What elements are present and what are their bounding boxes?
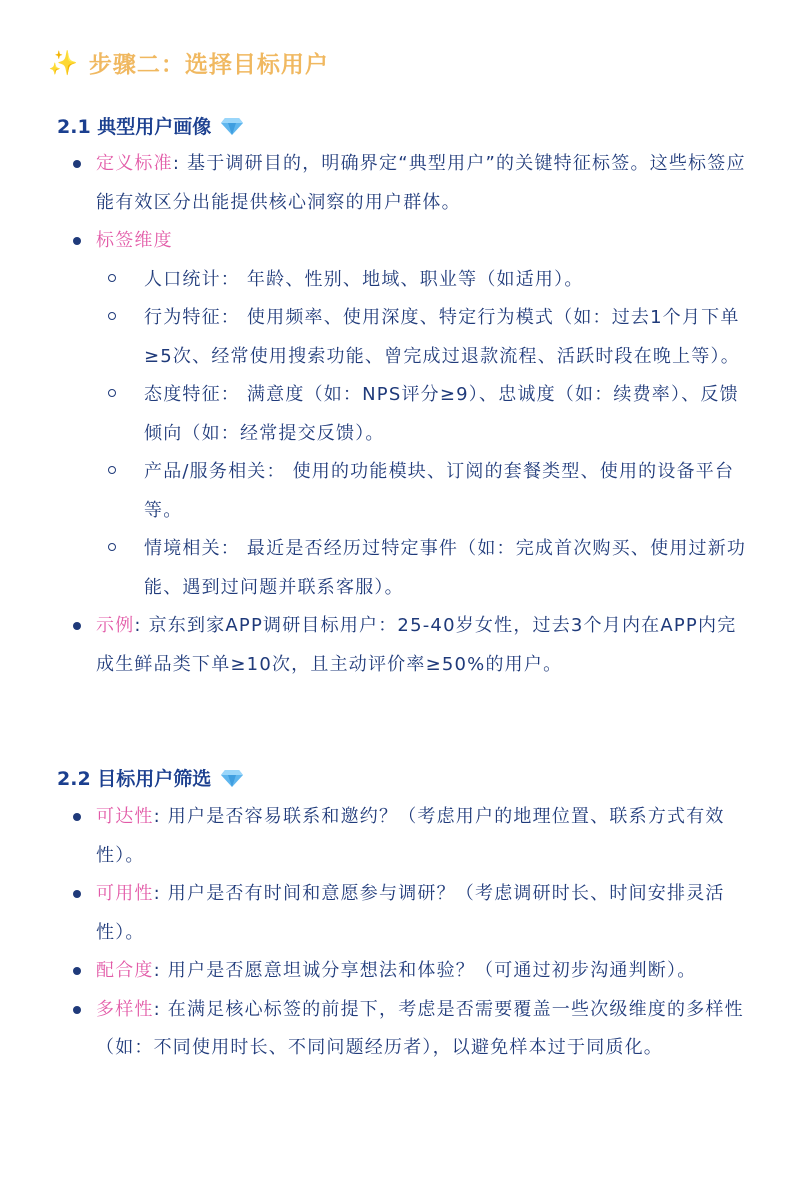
list-item-cooperation — [72, 952, 752, 991]
key-term: 多样性 — [96, 998, 154, 1020]
list-item-availability — [72, 875, 752, 952]
section-heading-typical-user-profile — [57, 112, 243, 139]
gem-icon — [221, 769, 243, 787]
sublist-item-attitude: 态度特征： 满意度（如：NPS评分≥9）、忠诚度（如：续费率）、反馈倾向（如：经常提交反馈）。 — [108, 376, 752, 453]
item-text: : 用户是否有时间和意愿参与调研？（考虑调研时长、时间安排灵活性）。 — [96, 883, 725, 943]
list-item-reachability — [72, 798, 752, 875]
sublist-item-context: 情境相关： 最近是否经历过特定事件（如：完成首次购买、使用过新功能、遇到过问题并联系客服）。 — [108, 530, 752, 607]
key-term: 示例 — [96, 615, 135, 636]
key-term: 定义标准 — [96, 153, 173, 174]
key-term: 标签维度 — [96, 230, 173, 251]
item-text: : 基于调研目的，明确界定“典型用户”的关键特征标签。这些标签应能有效区分出能提供核心洞察的用户群体。 — [96, 153, 746, 213]
tag-dimension-sublist — [96, 261, 752, 608]
list-item-example — [72, 607, 752, 684]
sparkles-icon: ✨ — [48, 48, 79, 77]
list-item-definition — [72, 145, 752, 222]
key-term: 配合度 — [96, 960, 154, 981]
gem-icon — [221, 117, 243, 135]
section-title: 2.1 典型用户画像 — [57, 116, 212, 138]
screening-criteria-list — [72, 798, 752, 1068]
key-term: 可达性 — [96, 806, 154, 827]
item-text: : 京东到家APP调研目标用户：25-40岁女性，过去3个月内在APP内完成生鲜品类下单≥10次，且主动评价率≥50%的用户。 — [96, 615, 737, 675]
section-heading-target-user-screening — [57, 764, 243, 791]
step-title-text: 步骤二：选择目标用户 — [88, 52, 329, 78]
list-item-diversity — [72, 991, 752, 1068]
item-text: : 用户是否容易联系和邀约？（考虑用户的地理位置、联系方式有效性）。 — [96, 806, 725, 866]
key-term: 可用性 — [96, 883, 154, 904]
step-title — [48, 46, 329, 79]
item-text: : 用户是否愿意坦诚分享想法和体验？（可通过初步沟通判断）。 — [153, 960, 697, 981]
sublist-item-product-service: 产品/服务相关： 使用的功能模块、订阅的套餐类型、使用的设备平台等。 — [108, 453, 752, 530]
item-text: : 在满足核心标签的前提下，考虑是否需要覆盖一些次级维度的多样性（如：不同使用时长、不同问题经历者），以避免样本过于同质化。 — [96, 998, 744, 1058]
typical-user-list — [72, 145, 752, 684]
sublist-item-demographics: 人口统计： 年龄、性别、地域、职业等（如适用）。 — [108, 261, 752, 300]
sublist-item-behavior: 行为特征： 使用频率、使用深度、特定行为模式（如：过去1个月下单≥5次、经常使用搜索功能、曾完成过退款流程、活跃时段在晚上等）。 — [108, 299, 752, 376]
list-item-tag-dimensions — [72, 222, 752, 607]
section-title: 2.2 目标用户筛选 — [57, 768, 212, 790]
